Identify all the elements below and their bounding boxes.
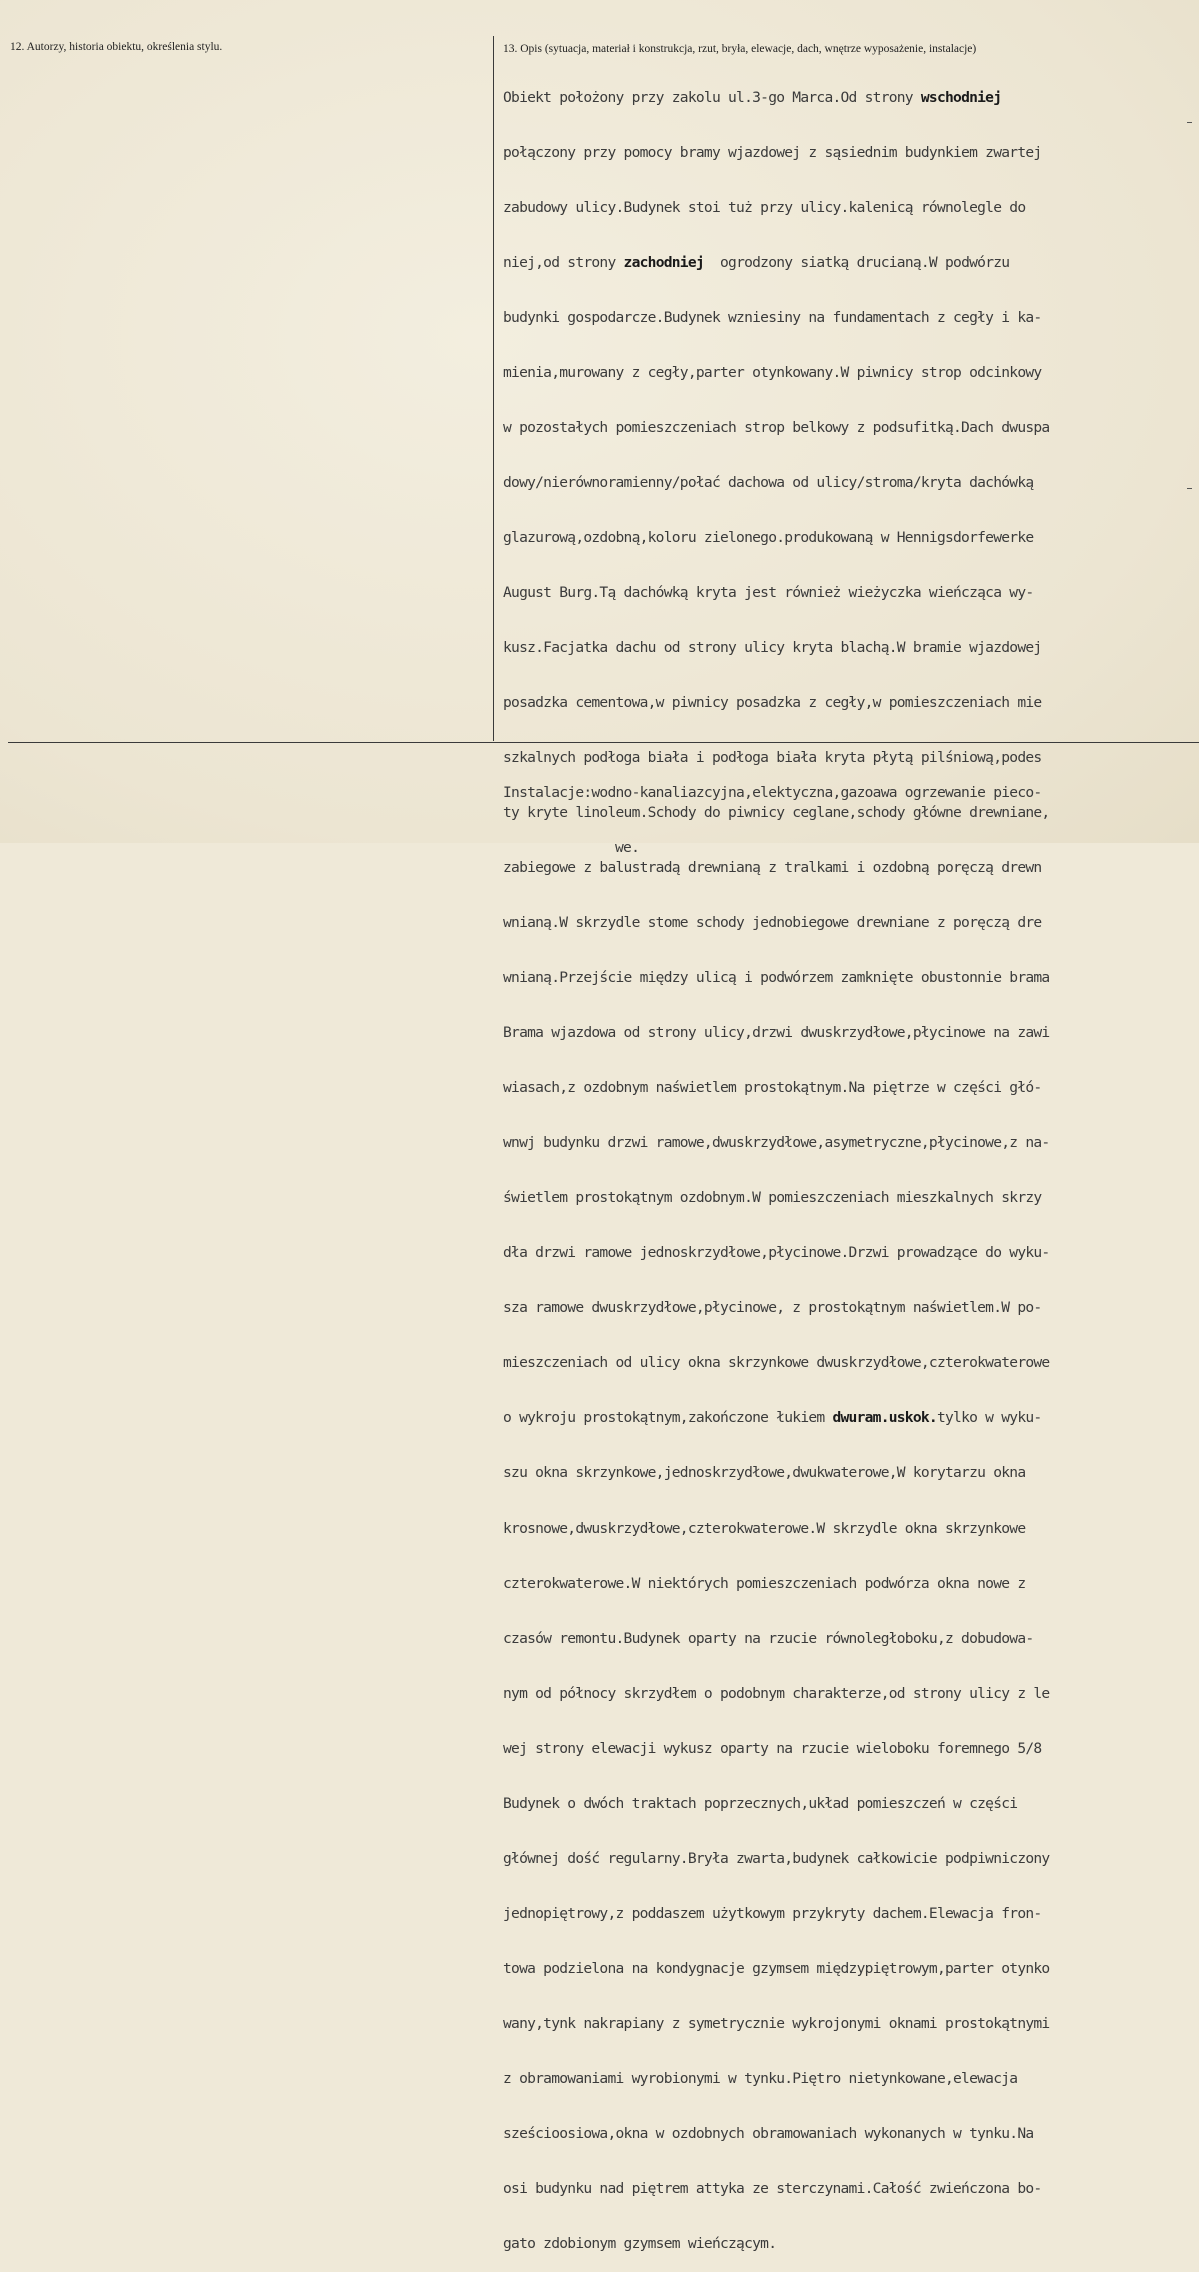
- text-line-5: budynki gospodarcze.Budynek wzniesiny na fundamentach z cegły i ka-: [503, 308, 1042, 326]
- text-line-30: nym od północy skrzydłem o podobnym charakterze,od strony ulicy z le: [503, 1684, 1050, 1702]
- text-line-22: dła drzwi ramowe jednoskrzydłowe,płycinowe.Drzwi prowadzące do wyku-: [503, 1244, 1050, 1262]
- text-line-25: o wykroju prostokątnym,zakończone łukiem dwuram.uskok.tylko w wyku-: [503, 1409, 1042, 1427]
- text-line-29: czasów remontu.Budynek oparty na rzucie równoległoboku,z dobudowa-: [503, 1629, 1034, 1647]
- text-line-32: Budynek o dwóch traktach poprzecznych,układ pomieszczeń w części: [503, 1794, 1018, 1812]
- text-line-27: krosnowe,dwuskrzydłowe,czterokwaterowe.W skrzydle okna skrzynkowe: [503, 1519, 1026, 1537]
- text-line-17: wnianą.Przejście między ulicą i podwórzem zamknięte obustonnie brama: [503, 969, 1050, 987]
- text-line-11: kusz.Facjatka dachu od strony ulicy kryta blachą.W bramie wjazdowej: [503, 639, 1042, 656]
- text-line-9: glazurową,ozdobną,koloru zielonego.produkowaną w Hennigsdorfewerke: [503, 528, 1034, 546]
- text-line-39: osi budynku nad piętrem attyka ze sterczynami.Całość zwieńczona bo-: [503, 2179, 1042, 2197]
- installations-line-1: Instalacje:wodno-kanaliazcyjna,elektyczna,gazoawa ogrzewanie pieco-: [503, 783, 1042, 801]
- text-line-40: gato zdobionym gzymsem wieńczącym.: [503, 2234, 777, 2252]
- text-line-13: szkalnych podłoga biała i podłoga biała kryta płytą pilśniową,podes: [503, 749, 1042, 767]
- text-line-37: z obramowaniami wyrobionymi w tynku.Piętro nietynkowane,elewacja: [503, 2069, 1018, 2087]
- text-line-34: jednopiętrowy,z poddaszem użytkowym przykryty dachem.Elewacja fron-: [503, 1904, 1042, 1922]
- section-12-header: 12. Autorzy, historia obiektu, określenia stylu.: [10, 41, 223, 53]
- text-line-10: August Burg.Tą dachówką kryta jest również wieżyczka wieńcząca wy-: [503, 583, 1034, 601]
- text-line-38: sześcioosiowa,okna w ozdobnych obramowaniach wykonanych w tynku.Na: [503, 2124, 1034, 2142]
- text-line-36: wany,tynk nakrapiany z symetrycznie wykrojonymi oknami prostokątnymi: [503, 2014, 1050, 2032]
- description-text: [503, 52, 1199, 2272]
- text-line-2: połączony przy pomocy bramy wjazdowej z sąsiednim budynkiem zwartej: [503, 143, 1042, 161]
- text-line-7: w pozostałych pomieszczeniach strop belkowy z podsufitką.Dach dwuspa: [503, 418, 1050, 436]
- installations-text: [503, 747, 1199, 875]
- text-line-24: mieszczeniach od ulicy okna skrzynkowe dwuskrzydłowe,czterokwaterowe: [503, 1354, 1050, 1372]
- text-line-26: szu okna skrzynkowe,jednoskrzydłowe,dwukwaterowe,W korytarzu okna: [503, 1464, 1026, 1482]
- text-line-31: wej strony elewacji wykusz oparty na rzucie wieloboku foremnego 5/8: [503, 1739, 1042, 1757]
- text-line-4: niej,od strony zachodniej ogrodzony siatką drucianą.W podwórzu: [503, 253, 1010, 271]
- text-line-12: posadzka cementowa,w piwnicy posadzka z cegły,w pomieszczeniach mie: [503, 694, 1042, 712]
- text-line-33: głównej dość regularny.Bryła zwarta,budynek całkowicie podpiwniczony: [503, 1849, 1050, 1867]
- text-line-3: zabudowy ulicy.Budynek stoi tuż przy ulicy.kalenicą równolegle do: [503, 198, 1026, 216]
- text-line-18: Brama wjazdowa od strony ulicy,drzwi dwuskrzydłowe,płycinowe na zawi: [503, 1024, 1050, 1042]
- text-line-8: dowy/nierównoramienny/połać dachowa od ulicy/stroma/kryta dachówką: [503, 473, 1034, 491]
- text-line-20: wnwj budynku drzwi ramowe,dwuskrzydłowe,asymetryczne,płycinowe,z na-: [503, 1134, 1050, 1152]
- section-13-header: 13. Opis (sytuacja, materiał i konstrukcja, rzut, bryła, elewacje, dach, wnętrze wyposażenie, instalacje): [503, 43, 977, 55]
- text-line-35: towa podzielona na kondygnacje gzymsem międzypiętrowym,parter otynko: [503, 1959, 1050, 1977]
- text-line-6: mienia,murowany z cegły,parter otynkowany.W piwnicy strop odcinkowy: [503, 363, 1042, 381]
- text-line-16: wnianą.W skrzydle stome schody jednobiegowe drewniane z poręczą dre: [503, 914, 1042, 932]
- text-line-14: ty kryte linoleum.Schody do piwnicy ceglane,schody główne drewniane,: [503, 804, 1050, 822]
- text-line-15: zabiegowe z balustradą drewnianą z tralkami i ozdobną poręczą drewn: [503, 859, 1042, 877]
- text-line-19: wiasach,z ozdobnym naświetlem prostokątnym.Na piętrze w części głó-: [503, 1079, 1042, 1097]
- column-divider: [493, 36, 494, 741]
- text-line-23: sza ramowe dwuskrzydłowe,płycinowe, z prostokątnym naświetlem.W po-: [503, 1299, 1042, 1317]
- installations-line-2: we.: [615, 838, 640, 856]
- text-line-28: czterokwaterowe.W niektórych pomieszczeniach podwórza okna nowe z: [503, 1574, 1026, 1592]
- text-line-1: Obiekt położony przy zakolu ul.3-go Marca.Od strony wschodniej: [503, 88, 1002, 106]
- text-line-21: świetlem prostokątnym ozdobnym.W pomieszczeniach mieszkalnych skrzy: [503, 1189, 1042, 1207]
